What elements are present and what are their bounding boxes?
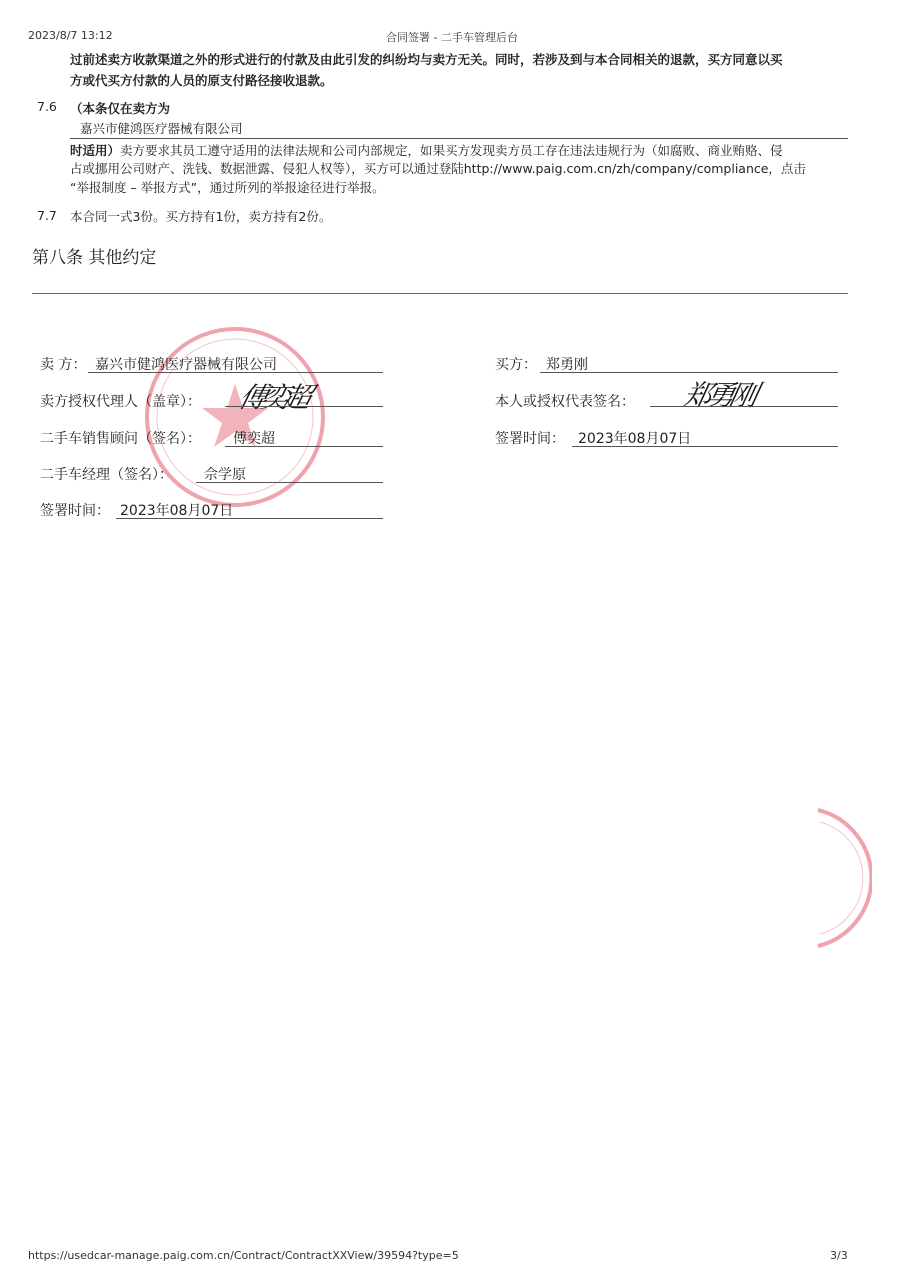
buyer-name-underline xyxy=(540,372,838,373)
buyer-date-underline xyxy=(572,446,838,447)
clause-7-6-number: 7.6 xyxy=(37,99,57,114)
clause-7-6-lead: （本条仅在卖方为 xyxy=(70,101,171,116)
seller-manager-name: 佘学原 xyxy=(204,467,246,483)
clause-7-6-bold-tail: 时适用） xyxy=(70,143,121,158)
seller-consultant-underline xyxy=(225,446,383,447)
buyer-date-label: 签署时间： xyxy=(495,431,565,447)
seller-label: 卖 方： xyxy=(40,357,87,373)
buyer-rep-underline xyxy=(650,406,838,407)
seller-date-label: 签署时间： xyxy=(40,503,110,519)
section-8-title: 第八条 其他约定 xyxy=(32,248,157,268)
clause-7-6-body-1: 卖方要求其员工遵守适用的法律法规和公司内部规定，如果买方发现卖方员工存在违法违规行为（如腐败、商业贿赂、侵 xyxy=(120,143,783,158)
edge-stamp-seal xyxy=(812,808,872,948)
buyer-rep-signature: 郑勇刚 xyxy=(680,379,757,412)
clause-7-6-company: 嘉兴市健鸿医疗器械有限公司 xyxy=(80,121,243,136)
seller-consultant-label: 二手车销售顾问（签名）： xyxy=(40,431,201,447)
seller-agent-label: 卖方授权代理人（盖章）： xyxy=(40,394,201,410)
page-number: 3/3 xyxy=(830,1249,848,1262)
intro-line-1: 过前述卖方收款渠道之外的形式进行的付款及由此引发的纠纷均与卖方无关。同时，若涉及到与本合同相关的退款，买方同意以买 xyxy=(70,52,783,67)
buyer-label: 买方： xyxy=(495,357,537,373)
seller-consultant-name: 傅奕超 xyxy=(233,431,275,447)
seller-name-underline xyxy=(88,372,383,373)
clause-7-7-number: 7.7 xyxy=(37,208,57,223)
page-header-title: 合同签署 - 二手车管理后台 xyxy=(386,31,518,44)
seller-agent-underline xyxy=(225,406,383,407)
page-url: https://usedcar-manage.paig.com.cn/Contract/ContractXXView/39594?type=5 xyxy=(28,1249,459,1262)
clause-7-6-text-3: “举报制度 – 举报方式”，通过所列的举报途径进行举报。 xyxy=(70,180,385,195)
seller-agent-signature: 傅奕超 xyxy=(235,381,310,414)
buyer-name: 郑勇刚 xyxy=(546,357,588,373)
print-datetime: 2023/8/7 13:12 xyxy=(28,29,113,42)
seller-manager-underline xyxy=(196,482,383,483)
clause-7-6-text-2: 占或挪用公司财产、洗钱、数据泄露、侵犯人权等），买方可以通过登陆http://www.paig.com.cn/zh/company/compliance，点击 xyxy=(70,161,806,176)
buyer-date-value: 2023年08月07日 xyxy=(578,431,692,447)
intro-line-2: 方或代买方付款的人员的原支付路径接收退款。 xyxy=(70,73,333,88)
section-8-rule xyxy=(32,293,848,294)
seller-manager-label: 二手车经理（签名）： xyxy=(40,467,173,483)
seller-date-value: 2023年08月07日 xyxy=(120,503,234,519)
buyer-rep-label: 本人或授权代表签名： xyxy=(495,394,635,410)
clause-7-7-text: 本合同一式3份。买方持有1份，卖方持有2份。 xyxy=(70,209,332,224)
company-underline xyxy=(70,138,848,139)
seller-date-underline xyxy=(116,518,383,519)
seller-name: 嘉兴市健鸿医疗器械有限公司 xyxy=(95,357,277,373)
